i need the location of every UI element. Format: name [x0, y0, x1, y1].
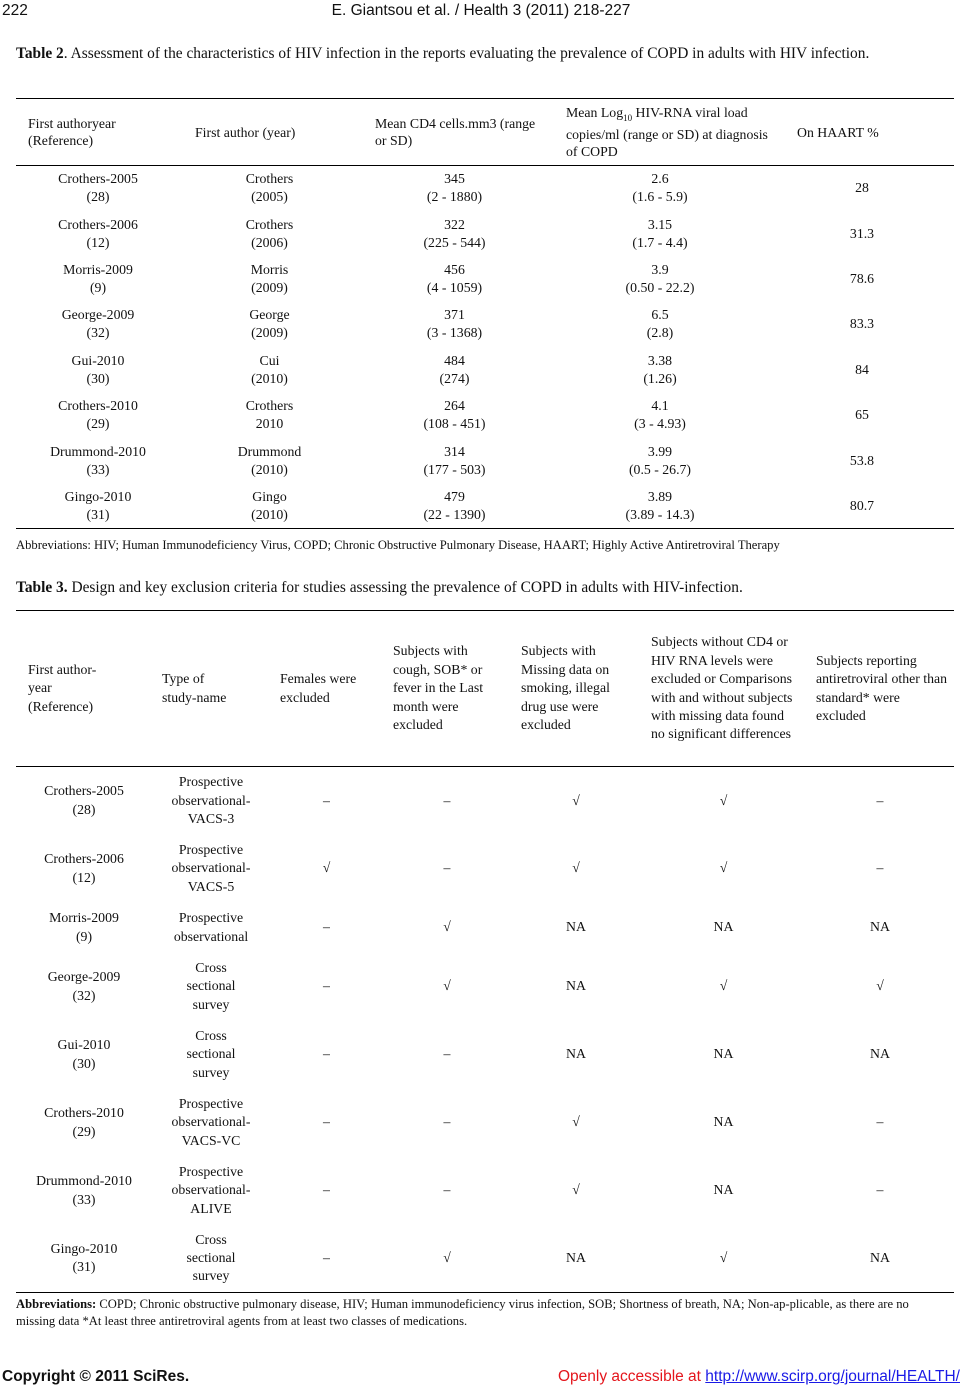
table2-cell-cd4 — [359, 438, 550, 483]
table2-cell-line: 80.7 — [849, 497, 875, 513]
table2-cell-line: Gingo-2010 — [64, 488, 132, 504]
table2-cell-line: Morris — [250, 261, 289, 277]
table2-cell-on-haart — [770, 483, 954, 528]
table3-cell-line: survey — [192, 996, 230, 1012]
table2-cell-line: 371 — [444, 307, 465, 323]
table2-cell-line: (2009) — [251, 325, 288, 341]
table2-cell-line: (1.26) — [643, 370, 677, 386]
table3-cell-line: Prospective — [178, 1163, 244, 1179]
table3-cell-first-author-year — [16, 903, 152, 953]
table2-cell-viral-load — [550, 256, 770, 301]
table3-cell-study-type — [152, 1225, 270, 1293]
table2-cell-line: 83.3 — [849, 316, 875, 332]
table2-caption-label: Table 2 — [16, 45, 64, 62]
table3-cell-missing-smoking: NA — [566, 919, 586, 935]
table3-cell-missing-smoking: NA — [566, 1046, 586, 1062]
table2-cell-line: George-2009 — [61, 307, 135, 323]
table2-header-first-authoryear: First authoryear (Reference) — [16, 99, 180, 166]
table2-cell-line: (30) — [86, 370, 110, 386]
table2-cell-line: 78.6 — [849, 270, 875, 286]
table3-cell-females-excluded: – — [323, 792, 330, 808]
table2-cell-first-author-year — [16, 392, 180, 437]
table2-header-mean-cd4: Mean CD4 cells.mm3 (range or SD) — [359, 99, 550, 166]
table3-cell-line: survey — [192, 1268, 230, 1284]
table2-cell-line: (225 - 544) — [423, 234, 486, 250]
table2-cell-line: Crothers — [245, 398, 294, 414]
page-header — [0, 2, 962, 24]
table2-cell-line: 2010 — [255, 416, 284, 432]
table2-header-viral-load-pre: Mean Log — [566, 104, 624, 120]
table2-cell-first-author — [180, 256, 359, 301]
table2-cell-line: (274) — [439, 370, 470, 386]
table2-cell-on-haart — [770, 392, 954, 437]
table3-cell-line: (32) — [72, 987, 96, 1003]
table2 — [16, 98, 954, 529]
table3-cell-line: (9) — [75, 928, 93, 944]
table2-cell-line: Crothers-2010 — [58, 398, 138, 414]
table2-cell-line: Gingo — [252, 488, 287, 504]
table2-header-first-author: First author (year) — [180, 99, 359, 166]
table3-cell-antiretroviral: – — [876, 1114, 884, 1130]
table3-abbrev-text: COPD; Chronic obstructive pulmonary disease, HIV; Human immunodeficiency virus infection, SOB; Shortness of breath, NA; Non-ap-plicable, as there are no missing data *At least three antiretroviral agents from at least two classes of medications. — [16, 1297, 909, 1328]
table3-cell-study-type — [152, 767, 270, 835]
table2-cell-line: 31.3 — [849, 225, 875, 241]
table2-cell-line: (2010) — [251, 370, 288, 386]
table3-cell-females-excluded: – — [323, 1250, 330, 1266]
table3-cell-missing-smoking: √ — [572, 792, 580, 808]
table3-header-row — [16, 611, 954, 767]
table3-cell-line: sectional — [186, 1250, 236, 1266]
table3-cell-line: observational- — [171, 792, 251, 808]
table2-row — [16, 438, 954, 483]
table3-cell-study-type — [152, 835, 270, 903]
copyright: Copyright © 2011 SciRes. — [2, 1368, 190, 1385]
table2-header-viral-load-sub: 10 — [623, 112, 633, 123]
table2-cell-line: (4 - 1059) — [426, 279, 483, 295]
table2-row — [16, 166, 954, 211]
table2-cell-line: 3.15 — [647, 216, 673, 232]
table2-cell-line: (9) — [89, 279, 107, 295]
table3-row — [16, 1089, 954, 1157]
table3-cell-line: observational- — [171, 860, 251, 876]
table3-caption — [16, 578, 948, 597]
table2-cell-line: (32) — [86, 325, 110, 341]
table3-row — [16, 953, 954, 1021]
page-footer — [0, 1368, 962, 1388]
table3-cell-study-type — [152, 1021, 270, 1089]
table3-row — [16, 903, 954, 953]
table3-cell-line: ALIVE — [190, 1200, 232, 1216]
table2-cell-line: (28) — [86, 189, 110, 205]
table2-cell-first-author — [180, 392, 359, 437]
table3-cell-line: (31) — [72, 1259, 96, 1275]
table3-cell-cd4-hiv-rna: √ — [719, 978, 728, 994]
table3-cell-line: sectional — [186, 978, 236, 994]
table3-cell-line: Crothers-2005 — [44, 783, 124, 799]
table3-cell-females-excluded: – — [323, 1046, 330, 1062]
table3-cell-cd4-hiv-rna: NA — [713, 919, 734, 935]
table2-cell-on-haart — [770, 438, 954, 483]
table3-cell-line: survey — [192, 1064, 230, 1080]
table2-cell-line: 3.9 — [651, 261, 669, 277]
table3-cell-cough-sob: √ — [443, 978, 451, 994]
table2-cell-line: George — [249, 307, 290, 323]
table3-abbrev-label: Abbreviations: — [16, 1297, 97, 1311]
table2-cell-line: (2006) — [251, 234, 288, 250]
table2-cell-on-haart — [770, 302, 954, 347]
table3-cell-missing-smoking: √ — [572, 1182, 580, 1198]
table2-cell-on-haart — [770, 347, 954, 392]
table2-cell-first-author — [180, 166, 359, 211]
table2-cell-line: Drummond-2010 — [50, 443, 146, 459]
table2-cell-line: Cui — [259, 352, 280, 368]
table3-cell-line: Gingo-2010 — [50, 1240, 118, 1256]
table3-cell-cd4-hiv-rna: √ — [719, 1250, 728, 1266]
table2-cell-line: Crothers — [245, 216, 294, 232]
table2-cell-first-author — [180, 438, 359, 483]
table2-cell-cd4 — [359, 392, 550, 437]
table2-cell-line: (3.89 - 14.3) — [625, 506, 695, 522]
table2-cell-line: 84 — [855, 361, 869, 377]
table2-cell-viral-load — [550, 438, 770, 483]
table2-cell-cd4 — [359, 211, 550, 256]
table3-cell-cough-sob: √ — [443, 919, 451, 935]
table2-cell-line: (22 - 1390) — [423, 506, 486, 522]
table2-cell-line: 484 — [444, 352, 465, 368]
table3-caption-text: Design and key exclusion criteria for studies assessing the prevalence of COPD in adults with HIV-infection. — [67, 579, 743, 596]
table3-cell-line: Gui-2010 — [57, 1037, 111, 1053]
table3-cell-antiretroviral: – — [876, 1182, 884, 1198]
table2-cell-viral-load — [550, 483, 770, 528]
table3-cell-line: (12) — [72, 869, 96, 885]
table2-cell-cd4 — [359, 256, 550, 301]
table3-cell-line: George-2009 — [47, 969, 121, 985]
table3-cell-antiretroviral: – — [876, 792, 884, 808]
table2-cell-line: (3 - 1368) — [426, 325, 483, 341]
table2-cell-viral-load — [550, 302, 770, 347]
table2-cell-line: (177 - 503) — [423, 461, 486, 477]
table3-row — [16, 835, 954, 903]
table2-cell-line: 4.1 — [651, 398, 669, 414]
table2-cell-viral-load — [550, 166, 770, 211]
running-title: E. Giantsou et al. / Health 3 (2011) 218-227 — [331, 2, 631, 19]
table2-cell-line: (2005) — [251, 189, 288, 205]
table2-header-viral-load — [550, 99, 770, 166]
table2-cell-first-author — [180, 302, 359, 347]
table3-cell-line: Crothers-2010 — [44, 1105, 124, 1121]
table2-cell-line: Crothers — [245, 171, 294, 187]
table2-cell-line: (29) — [86, 416, 110, 432]
table3-cell-first-author-year — [16, 1157, 152, 1225]
table3-cell-study-type — [152, 903, 270, 953]
table3-cell-study-type — [152, 1157, 270, 1225]
table2-cell-first-author — [180, 483, 359, 528]
table2-cell-line: 53.8 — [849, 452, 875, 468]
table3-cell-females-excluded: √ — [322, 860, 331, 876]
table3-cell-line: VACS-3 — [187, 810, 235, 826]
table3-cell-line: Drummond-2010 — [36, 1173, 132, 1189]
table3-cell-study-type — [152, 953, 270, 1021]
table3-cell-cough-sob: – — [443, 860, 451, 876]
table3-cell-line: Cross — [195, 1231, 227, 1247]
table2-cell-line: Crothers-2005 — [58, 171, 138, 187]
table3-cell-line: observational- — [171, 1182, 251, 1198]
table3-cell-line: sectional — [186, 1046, 236, 1062]
table2-cell-first-author-year — [16, 256, 180, 301]
table3-header-cough-sob: Subjects with cough, SOB* or fever in the Last month were excluded — [383, 611, 511, 767]
table2-cell-line: (12) — [86, 234, 110, 250]
table2-cell-first-author-year — [16, 166, 180, 211]
table2-cell-viral-load — [550, 211, 770, 256]
open-access-note — [558, 1368, 960, 1386]
table3-cell-first-author-year — [16, 953, 152, 1021]
table3-cell-antiretroviral: √ — [876, 978, 884, 994]
table2-cell-line: (108 - 451) — [423, 416, 486, 432]
table3 — [16, 610, 954, 1293]
table2-header-viral-load-post: HIV-RNA viral load copies/ml (range or SD) at diagnosis of COPD — [566, 104, 768, 160]
table2-cell-line: (33) — [86, 461, 110, 477]
table3-abbreviations — [16, 1296, 950, 1330]
table3-cell-line: (30) — [72, 1055, 96, 1071]
table3-cell-first-author-year — [16, 767, 152, 835]
table3-cell-cough-sob: – — [443, 792, 451, 808]
table2-row — [16, 392, 954, 437]
table2-cell-line: Gui-2010 — [71, 352, 125, 368]
table2-cell-line: 3.99 — [647, 443, 673, 459]
table2-cell-viral-load — [550, 392, 770, 437]
table3-cell-cd4-hiv-rna: √ — [719, 860, 728, 876]
table3-cell-cough-sob: – — [443, 1114, 451, 1130]
table3-cell-cd4-hiv-rna: NA — [713, 1046, 734, 1062]
table2-header-on-haart: On HAART % — [770, 99, 954, 166]
table3-row — [16, 1021, 954, 1089]
table2-cell-line: 28 — [855, 180, 869, 196]
table3-header-study-type: Type of study-name — [152, 611, 270, 767]
table3-cell-cough-sob: – — [443, 1046, 451, 1062]
table2-cell-line: 314 — [444, 443, 465, 459]
table2-cell-line: (2 - 1880) — [426, 189, 483, 205]
table3-cell-antiretroviral: NA — [870, 1046, 890, 1062]
table2-cell-line: (2010) — [251, 506, 288, 522]
table2-cell-on-haart — [770, 166, 954, 211]
table2-cell-line: (0.50 - 22.2) — [625, 279, 695, 295]
table2-cell-line: (0.5 - 26.7) — [628, 461, 692, 477]
table2-cell-first-author-year — [16, 302, 180, 347]
table3-cell-antiretroviral: NA — [870, 919, 890, 935]
table2-cell-line: 2.6 — [651, 171, 669, 187]
table3-cell-first-author-year — [16, 835, 152, 903]
table2-cell-cd4 — [359, 166, 550, 211]
table2-caption — [16, 44, 948, 63]
table3-cell-missing-smoking: NA — [566, 978, 586, 994]
table3-cell-antiretroviral: – — [876, 860, 884, 876]
table3-cell-cd4-hiv-rna: NA — [713, 1182, 734, 1198]
table2-cell-line: 322 — [444, 216, 465, 232]
table3-cell-line: Prospective — [178, 841, 244, 857]
journal-link[interactable]: http://www.scirp.org/journal/HEALTH/ — [705, 1368, 960, 1385]
table3-cell-line: (29) — [72, 1123, 96, 1139]
table2-row — [16, 302, 954, 347]
table2-caption-text: . Assessment of the characteristics of HIV infection in the reports evaluating the prevalence of COPD in adults with HIV infection. — [63, 45, 870, 62]
table3-cell-first-author-year — [16, 1225, 152, 1293]
table2-cell-line: 479 — [444, 488, 465, 504]
table3-cell-females-excluded: – — [323, 919, 330, 935]
table3-header-missing-smoking: Subjects with Missing data on smoking, illegal drug use were excluded — [511, 611, 641, 767]
table3-row — [16, 767, 954, 835]
table3-cell-missing-smoking: √ — [572, 860, 580, 876]
table2-cell-line: (2009) — [251, 279, 288, 295]
table2-row — [16, 483, 954, 528]
table2-cell-first-author-year — [16, 211, 180, 256]
table2-cell-line: 3.89 — [647, 488, 673, 504]
table3-caption-label: Table 3. — [16, 579, 68, 596]
table2-cell-cd4 — [359, 302, 550, 347]
table2-cell-line: 6.5 — [651, 307, 669, 323]
table2-cell-line: 264 — [444, 398, 465, 414]
table2-cell-first-author-year — [16, 347, 180, 392]
table2-cell-line: 65 — [855, 407, 869, 423]
table3-header-first-author-year: First author-year (Reference) — [16, 611, 152, 767]
table3-cell-line: Prospective — [178, 774, 244, 790]
table2-cell-on-haart — [770, 256, 954, 301]
table3-header-antiretroviral: Subjects reporting antiretroviral other than standard* were excluded — [806, 611, 954, 767]
table2-cell-line: (1.6 - 5.9) — [632, 189, 688, 205]
table3-cell-missing-smoking: NA — [566, 1250, 586, 1266]
table3-cell-line: Cross — [195, 959, 227, 975]
table2-cell-cd4 — [359, 483, 550, 528]
table3-cell-cd4-hiv-rna: NA — [713, 1114, 734, 1130]
table2-cell-line: (2010) — [251, 461, 288, 477]
table2-row — [16, 347, 954, 392]
table2-row — [16, 211, 954, 256]
table3-cell-first-author-year — [16, 1021, 152, 1089]
table3-cell-line: Morris-2009 — [49, 910, 119, 926]
table3-cell-line: Crothers-2006 — [44, 851, 124, 867]
table3-cell-cough-sob: √ — [443, 1250, 451, 1266]
table2-cell-line: 345 — [444, 171, 465, 187]
table3-cell-line: (33) — [72, 1191, 96, 1207]
table2-cell-line: Drummond — [237, 443, 302, 459]
table2-cell-line: (1.7 - 4.4) — [632, 234, 688, 250]
table2-cell-line: 456 — [444, 261, 465, 277]
table3-cell-line: (28) — [72, 801, 96, 817]
table2-cell-line: Crothers-2006 — [58, 216, 138, 232]
table3-cell-line: Cross — [195, 1027, 227, 1043]
table2-cell-line: (31) — [86, 506, 110, 522]
table3-cell-line: Prospective — [178, 1095, 244, 1111]
table2-cell-line: Morris-2009 — [63, 261, 133, 277]
table2-header-row — [16, 99, 954, 166]
table3-cell-line: observational — [173, 928, 249, 944]
table2-cell-first-author-year — [16, 438, 180, 483]
table2-cell-cd4 — [359, 347, 550, 392]
table2-cell-line: 3.38 — [647, 352, 673, 368]
table3-cell-missing-smoking: √ — [572, 1114, 580, 1130]
page-number: 222 — [2, 2, 28, 19]
table3-cell-line: VACS-VC — [181, 1132, 241, 1148]
table2-cell-viral-load — [550, 347, 770, 392]
table3-cell-antiretroviral: NA — [870, 1250, 890, 1266]
table3-header-females-excluded: Females were excluded — [270, 611, 383, 767]
table2-row — [16, 256, 954, 301]
table2-cell-line: (3 - 4.93) — [634, 416, 686, 432]
table3-cell-cough-sob: – — [443, 1182, 451, 1198]
table2-cell-first-author-year — [16, 483, 180, 528]
table2-cell-first-author — [180, 347, 359, 392]
table2-cell-line: (2.8) — [646, 325, 674, 341]
table3-cell-cd4-hiv-rna: √ — [719, 792, 728, 808]
table2-cell-first-author — [180, 211, 359, 256]
table3-cell-females-excluded: – — [323, 1182, 330, 1198]
table3-cell-line: observational- — [171, 1114, 251, 1130]
table3-cell-study-type — [152, 1089, 270, 1157]
table3-row — [16, 1225, 954, 1293]
table3-cell-females-excluded: – — [323, 978, 330, 994]
table3-cell-line: VACS-5 — [187, 878, 235, 894]
table3-row — [16, 1157, 954, 1225]
table3-cell-first-author-year — [16, 1089, 152, 1157]
table3-cell-females-excluded: – — [323, 1114, 330, 1130]
table2-cell-on-haart — [770, 211, 954, 256]
table3-header-cd4-hiv-rna: Subjects without CD4 or HIV RNA levels were excluded or Comparisons with and without subjects with missing data found no significant differences — [641, 611, 806, 767]
table2-abbreviations: Abbreviations: HIV; Human Immunodeficiency Virus, COPD; Chronic Obstructive Pulmonary Disease, HAART; Highly Active Antiretroviral Therapy — [16, 538, 780, 552]
table3-cell-line: Prospective — [178, 910, 244, 926]
open-access-text: Openly accessible at — [557, 1368, 706, 1385]
